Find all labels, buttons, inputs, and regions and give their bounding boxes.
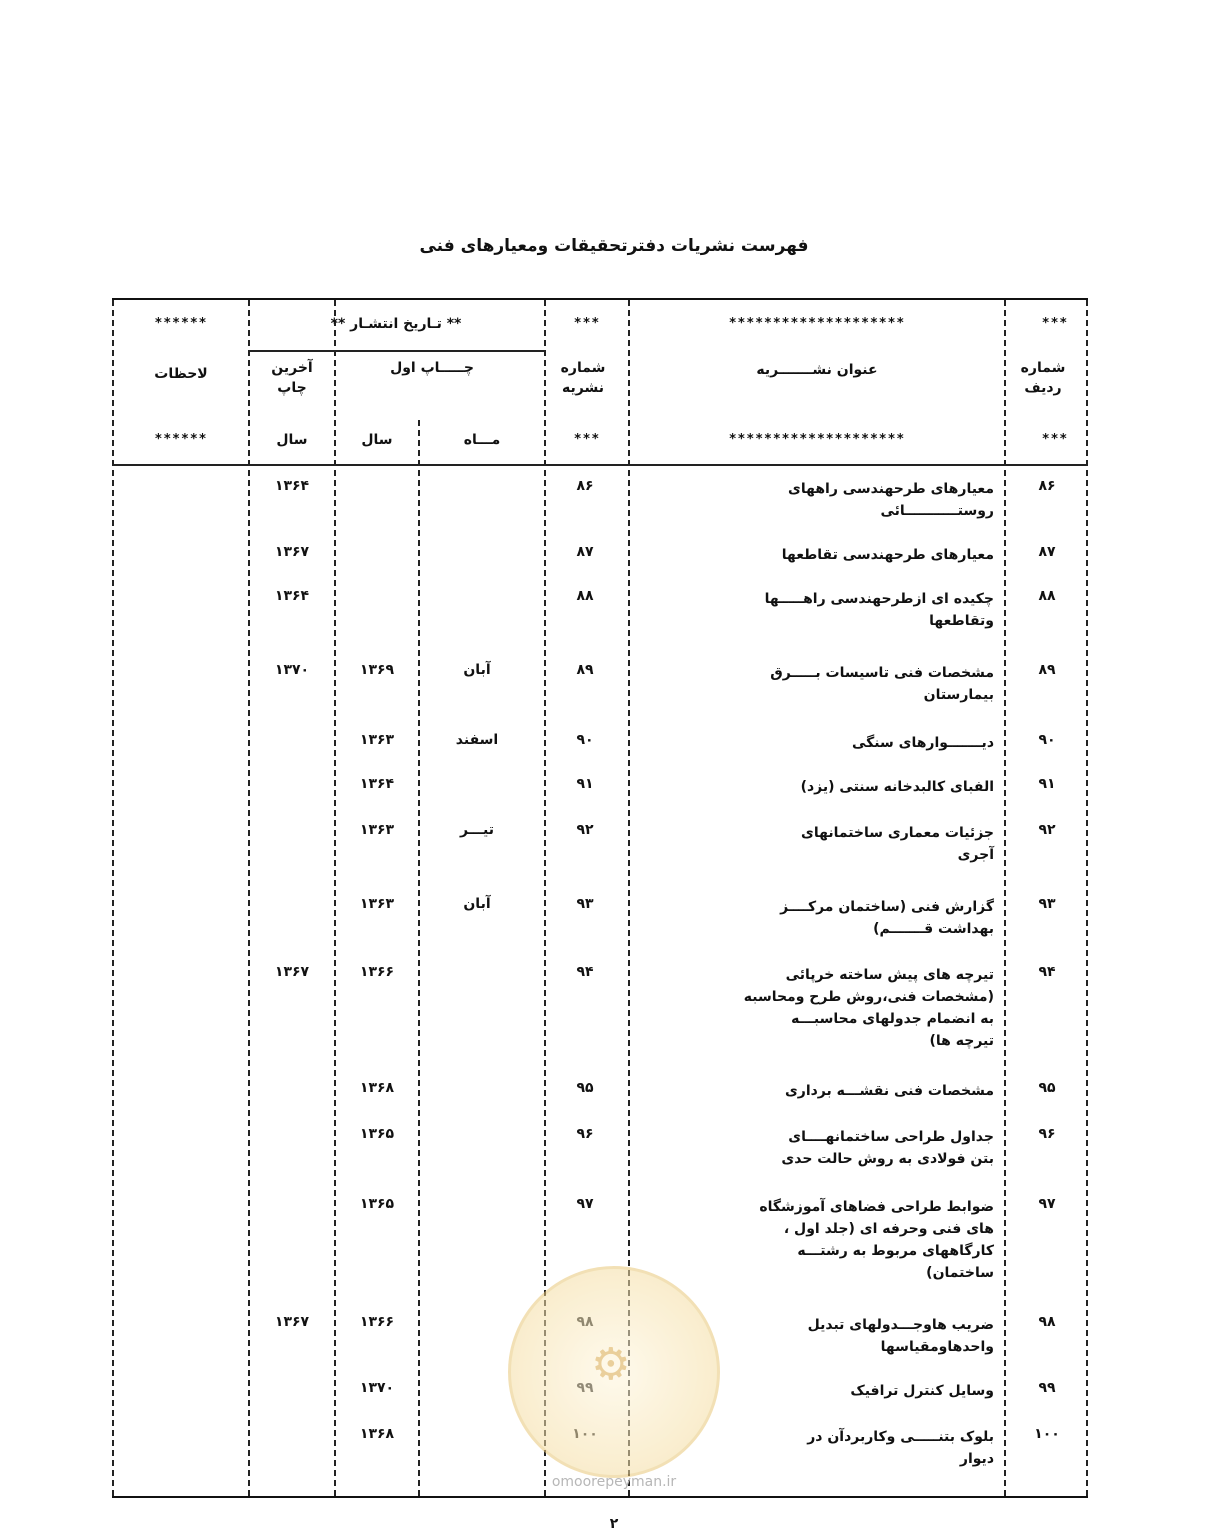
first-print-year: ۱۳۶۳ (359, 896, 395, 912)
publication-title: چکیده ای ازطرحهندسی راهـــــها وتقاطعها (764, 591, 994, 629)
last-print-year: ۱۳۷۰ (274, 662, 310, 678)
row-number: ۱۰۰ (1034, 1426, 1060, 1442)
col-line (1004, 300, 1006, 1496)
notes-stars: ****** (154, 316, 208, 331)
first-print-month: آبان (463, 662, 491, 678)
publication-number: ۹۶ (576, 1126, 594, 1142)
pub-stars-bottom: *** (573, 432, 601, 447)
row-number: ۹۳ (1038, 896, 1056, 912)
first-year-label: سال (361, 432, 393, 448)
last-print-year: ۱۳۶۷ (274, 544, 310, 560)
row-number: ۹۷ (1038, 1196, 1056, 1212)
first-print-year: ۱۳۶۴ (359, 776, 395, 792)
first-print-year: ۱۳۶۵ (359, 1196, 395, 1212)
row-number: ۹۲ (1038, 822, 1056, 838)
publication-title: جزئیات معماری ساختمانهای آجری (800, 825, 994, 863)
first-print-year: ۱۳۶۳ (359, 732, 395, 748)
publication-number: ۹۷ (576, 1196, 594, 1212)
first-print-month: تیـــر (459, 822, 495, 838)
publication-title: بلوک بتنـــــی وکاربردآن در دیوار (807, 1429, 994, 1467)
publication-title: مشخصات فنی تاسیسات بـــــرق بیمارستان (770, 665, 994, 703)
row-number: ۸۸ (1038, 588, 1056, 604)
row-number: ۸۶ (1038, 478, 1056, 494)
row-number: ۹۸ (1038, 1314, 1056, 1330)
page-title: فهرست نشریات دفترتحقیقات ومعیارهای فنی (419, 236, 809, 256)
title-stars-bottom: ******************** (728, 432, 906, 447)
publication-title: تیرچه های پیش ساخته خرپائی (مشخصات فنی،روش طرح ومحاسبه به انضمام جدولهای محاسبـــه تیرچه ها) (743, 967, 994, 1049)
first-print-year: ۱۳۶۸ (359, 1080, 395, 1096)
row-number: ۸۷ (1038, 544, 1056, 560)
col-line (334, 300, 336, 1496)
first-print-year: ۱۳۷۰ (359, 1380, 395, 1396)
first-print-year: ۱۳۶۶ (359, 964, 395, 980)
first-print-year: ۱۳۶۵ (359, 1126, 395, 1142)
publication-title: الفبای کالبدخانه سنتی (یزد) (800, 779, 994, 795)
month-label: مـــاه (463, 432, 501, 448)
row-no-stars-bottom: *** (1041, 432, 1069, 447)
publication-title: ضوابط طراحی فضاهای آموزشگاه های فنی وحرفه ای (جلد اول ، کارگاههای مربوط به رشتـــه ساختمان) (759, 1199, 994, 1281)
publication-number: ۸۹ (576, 662, 594, 678)
last-print-year: ۱۳۶۷ (274, 964, 310, 980)
first-print-year: ۱۳۶۶ (359, 1314, 395, 1330)
first-print-month: آبان (463, 896, 491, 912)
publication-title: معیارهای طرحهندسی تقاطعها (781, 547, 994, 563)
notes-label: لاحظات (154, 366, 208, 382)
last-print-year: ۱۳۶۴ (274, 478, 310, 494)
watermark-seal (508, 1266, 720, 1478)
date-group-label: ** تـاریخ انتشـار ** (330, 316, 462, 332)
first-print-month: اسفند (455, 732, 499, 748)
publication-number: ۸۶ (576, 478, 594, 494)
publication-number: ۹۵ (576, 1080, 594, 1096)
pub-label: شماره نشریه (560, 360, 606, 396)
first-print-label: چـــــاپ اول (390, 360, 474, 376)
header-bottom-rule (112, 464, 1088, 466)
publication-number: ۹۴ (576, 964, 594, 980)
row-number: ۹۶ (1038, 1126, 1056, 1142)
first-print-year: ۱۳۶۹ (359, 662, 395, 678)
col-line (248, 300, 250, 1496)
publication-title: دیـــــــوارهای سنگی (851, 735, 994, 751)
publication-title: ضریب هاوجـــدولهای تبدیل واحدهاومقیاسها (807, 1317, 994, 1355)
last-print-year: ۱۳۶۷ (274, 1314, 310, 1330)
last-print-year: ۱۳۶۴ (274, 588, 310, 604)
publication-title: وسایل کنترل ترافیک (850, 1383, 994, 1399)
col-line (418, 420, 420, 1496)
publication-number: ۸۸ (576, 588, 594, 604)
first-print-year: ۱۳۶۳ (359, 822, 395, 838)
gear-icon: ⚙ (591, 1339, 631, 1390)
row-number: ۹۹ (1038, 1380, 1056, 1396)
pub-stars: *** (573, 316, 601, 331)
publication-number: ۹۲ (576, 822, 594, 838)
title-label: عنوان نشـــــــریه (756, 362, 878, 378)
publication-number: ۹۰ (576, 732, 594, 748)
publication-number: ۹۳ (576, 896, 594, 912)
publication-number: ۹۱ (576, 776, 594, 792)
publication-title: جداول طراحی ساختمانهــــای بتن فولادی به روش حالت حدی (781, 1129, 994, 1167)
first-print-year: ۱۳۶۸ (359, 1426, 395, 1442)
publication-title: گزارش فنی (ساختمان مرکــــز بهداشت قـــــــم) (780, 899, 994, 937)
last-year-label: سال (276, 432, 308, 448)
date-group-rule (248, 350, 544, 352)
title-stars: ******************** (728, 316, 906, 331)
row-number: ۹۴ (1038, 964, 1056, 980)
row-number: ۹۱ (1038, 776, 1056, 792)
publication-title: معیارهای طرحهندسی راههای روستـــــــــــائی (787, 481, 994, 519)
col-line (1086, 300, 1088, 1496)
publication-title: مشخصات فنی نقشـــه برداری (784, 1083, 994, 1099)
publication-number: ۸۷ (576, 544, 594, 560)
page-number: ۲ (609, 1516, 619, 1532)
row-number: ۹۰ (1038, 732, 1056, 748)
row-no-label: شماره ردیف (1020, 360, 1066, 396)
last-print-label: آخرین چاپ (271, 360, 313, 396)
row-number: ۹۵ (1038, 1080, 1056, 1096)
row-no-stars: *** (1041, 316, 1069, 331)
watermark-text: omoorepeyman.ir (551, 1474, 677, 1490)
col-line (112, 300, 114, 1496)
row-number: ۸۹ (1038, 662, 1056, 678)
notes-stars-bottom: ****** (154, 432, 208, 447)
